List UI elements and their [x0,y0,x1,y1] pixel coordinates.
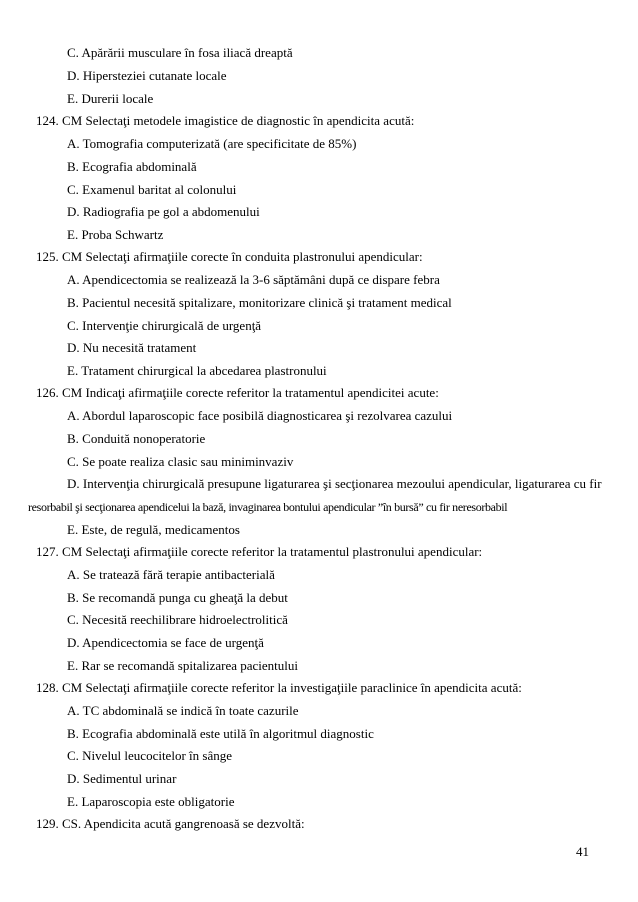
answer-option: C. Examenul baritat al colonului [67,182,237,197]
answer-option: E. Proba Schwartz [67,227,164,242]
answer-option: E. Laparoscopia este obligatorie [67,794,235,809]
answer-option: D. Hipersteziei cutanate locale [67,68,227,83]
answer-option: A. Apendicectomia se realizează la 3-6 săptămâni după ce dispare febra [67,272,440,287]
answer-option: D. Radiografia pe gol a abdomenului [67,204,260,219]
question-line: 125. CM Selectaţi afirmaţiile corecte în conduita plastronului apendicular: [36,249,423,264]
answer-option: D. Sedimentul urinar [67,771,177,786]
answer-continuation: resorbabil şi secţionarea apendicelui la bază, invaginarea bontului apendicular ”în bursă” cu fir neresorbabil [28,500,508,514]
answer-option: D. Nu necesită tratament [67,340,197,355]
answer-option: B. Ecografia abdominală [67,159,197,174]
question-line: 126. CM Indicaţi afirmaţiile corecte referitor la tratamentul apendicitei acute: [36,385,439,400]
answer-option: E. Rar se recomandă spitalizarea pacientului [67,658,299,673]
answer-option: A. Se tratează fără terapie antibacterială [67,567,275,582]
answer-option: E. Durerii locale [67,91,154,106]
answer-option: E. Tratament chirurgical la abcedarea plastronului [67,363,327,378]
answer-option: B. Conduită nonoperatorie [67,431,206,446]
answer-option: D. Intervenţia chirurgicală presupune ligaturarea şi secţionarea mezoului apendicular, ligaturarea cu fir [67,476,602,491]
answer-option: C. Nivelul leucocitelor în sânge [67,748,232,763]
answer-option: C. Necesită reechilibrare hidroelectrolitică [67,612,288,627]
answer-option: E. Este, de regulă, medicamentos [67,522,240,537]
answer-option: A. TC abdominală se indică în toate cazurile [67,703,299,718]
answer-option: B. Pacientul necesită spitalizare, monitorizare clinică şi tratament medical [67,295,452,310]
answer-option: D. Apendicectomia se face de urgenţă [67,635,264,650]
answer-option: A. Tomografia computerizată (are specificitate de 85%) [67,136,357,151]
answer-option: B. Se recomandă punga cu gheaţă la debut [67,590,288,605]
question-line: 128. CM Selectaţi afirmaţiile corecte referitor la investigaţiile paraclinice în apendicita acută: [36,680,522,695]
question-line: 129. CS. Apendicita acută gangrenoasă se dezvoltă: [36,816,305,831]
answer-option: A. Abordul laparoscopic face posibilă diagnosticarea şi rezolvarea cazului [67,408,453,423]
question-line: 124. CM Selectaţi metodele imagistice de diagnostic în apendicita acută: [36,113,415,128]
answer-option: C. Apărării musculare în fosa iliacă dreaptă [67,45,293,60]
question-line: 127. CM Selectaţi afirmaţiile corecte referitor la tratamentul plastronului apendicular: [36,544,483,559]
answer-option: C. Se poate realiza clasic sau miniminvaziv [67,454,294,469]
answer-option: B. Ecografia abdominală este utilă în algoritmul diagnostic [67,726,374,741]
page-number: 41 [576,844,589,859]
answer-option: C. Intervenţie chirurgicală de urgenţă [67,318,262,333]
